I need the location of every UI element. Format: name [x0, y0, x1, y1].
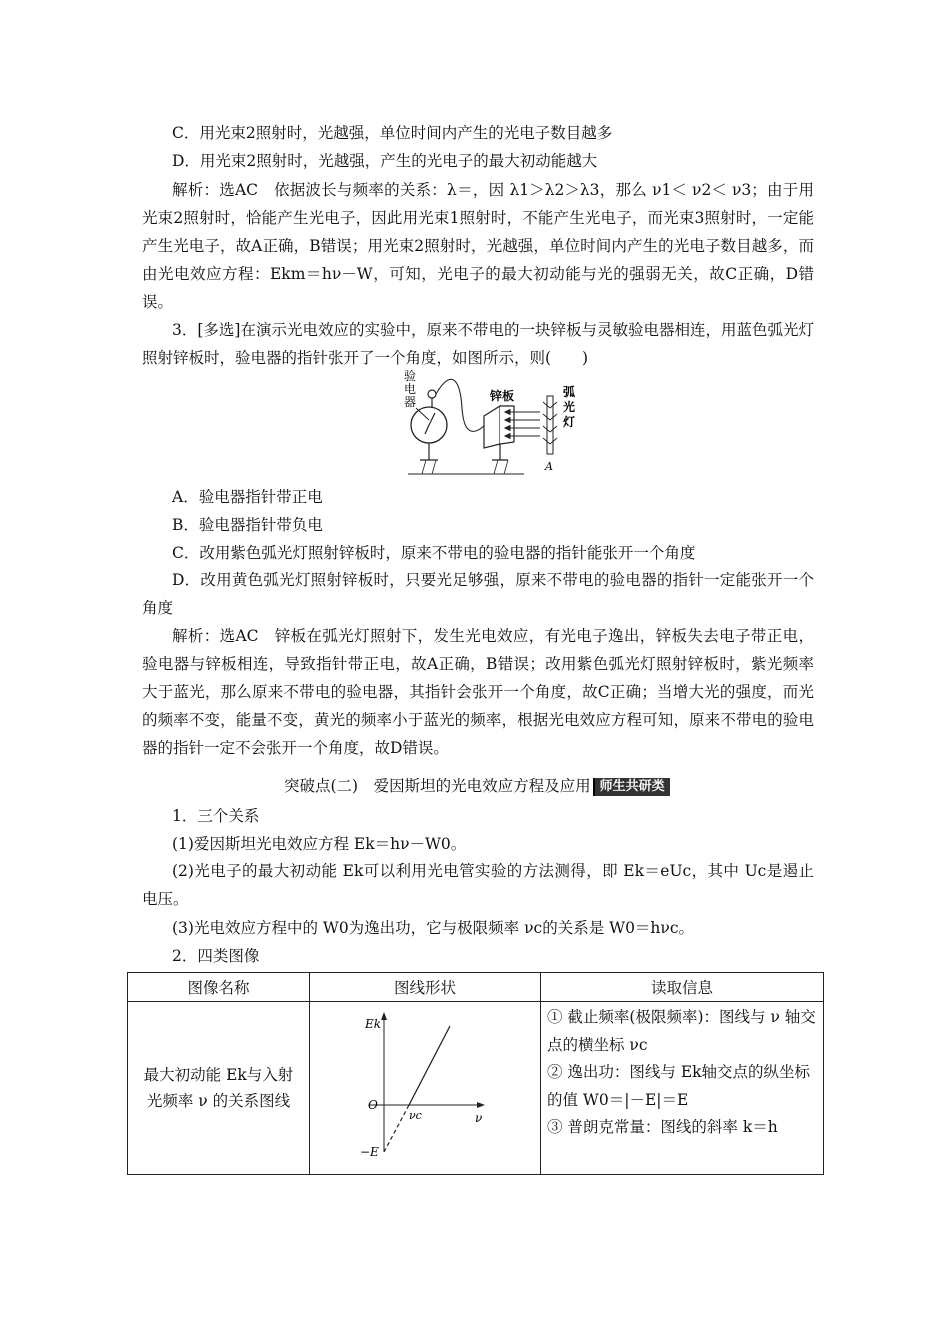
electroscope-pointer-line: [416, 408, 429, 420]
label-lamp-1: 弧: [563, 385, 576, 399]
ek-line: [409, 1026, 450, 1105]
header-shape: 图线形状: [310, 973, 541, 1002]
header-info: 读取信息: [541, 973, 824, 1002]
four-graphs-title: 2．四类图像: [172, 947, 260, 965]
analysis-2: 解析：选AC 依据波长与频率的关系：λ＝，因 λ1＞λ2＞λ3，那么 ν1＜ ν2＜ ν3；由于用光束2照射时，恰能产生光电子，因此用光束1照射时，不能产生光电子，而光束3照射时，一定能产生光电子，故A正确，B错误；用光束2照射时，光越强，单位时间内产生的光电子数目越多，而由光电效应方程：Ekm＝hν－W，可知，光电子的最大初动能与光的强弱无关，故C正确，D错误。: [142, 181, 814, 311]
section-title: 突破点(二) 爱因斯坦的光电效应方程及应用: [284, 777, 591, 795]
relation-1: (1)爱因斯坦光电效应方程 Ek＝hν－W0。: [172, 835, 467, 853]
table-row: [128, 1002, 824, 1175]
question-3: 3．[多选]在演示光电效应的实验中，原来不带电的一块锌板与灵敏验电器相连，用蓝色弧光灯照射锌板时，验电器的指针张开了一个角度，如图所示，则( ): [142, 321, 814, 367]
graph-table: [127, 972, 824, 1175]
label-electroscope-3: 器: [404, 395, 417, 409]
arc-lamp: [547, 396, 553, 454]
row1-info: [541, 1002, 824, 1175]
relation-3: (3)光电效应方程中的 W0为逸出功，它与极限频率 νc的关系是 W0＝hνc。: [172, 919, 695, 937]
label-electroscope-1: 验: [404, 369, 417, 383]
label-zinc-plate: 锌板: [490, 389, 515, 403]
header-name: 图像名称: [128, 973, 310, 1002]
option-d-prev: D．用光束2照射时，光越强，产生的光电子的最大初动能越大: [172, 152, 598, 170]
option-3c: C．改用紫色弧光灯照射锌板时，原来不带电的验电器的指针能张开一个角度: [172, 544, 696, 562]
label-lamp-2: 光: [563, 400, 576, 414]
nu-c-label: νc: [409, 1109, 422, 1122]
info-2: ② 逸出功：图线与 Ek轴交点的纵坐标的值 W0＝|－E|＝E: [547, 1063, 811, 1109]
section-heading: [284, 773, 724, 799]
section-badge: 师生共研类: [593, 778, 670, 796]
ek-nu-graph: [310, 1002, 540, 1170]
option-3d: D．改用黄色弧光灯照射锌板时，只要光足够强，原来不带电的验电器的指针一定能张开一个角度: [142, 571, 814, 617]
row1-name: 最大初动能 Ek与入射光频率 ν 的关系图线: [128, 1002, 310, 1175]
relation-2: (2)光电子的最大初动能 Ek可以利用光电管实验的方法测得，即 Ek＝eUc，其中 Uc是遏止电压。: [142, 862, 814, 908]
origin-label: O: [368, 1098, 378, 1112]
three-relations-title: 1．三个关系: [172, 807, 260, 825]
analysis-3: 解析：选AC 锌板在弧光灯照射下，发生光电效应，有光电子逸出，锌板失去电子带正电，验电器与锌板相连，导致指针带正电，故A正确，B错误；改用紫色弧光灯照射锌板时，紫光频率大于蓝光，那么原来不带电的验电器，其指针会张开一个角度，故C正确；当增大光的强度，而光的频率不变，能量不变，黄光的频率小于蓝光的频率，根据光电效应方程可知，原来不带电的验电器的指针一定不会张开一个角度，故D错误。: [142, 627, 814, 757]
y-axis-label: Ek: [365, 1017, 382, 1031]
option-c-prev: C．用光束2照射时，光越强，单位时间内产生的光电子数目越多: [172, 124, 613, 142]
option-3b: B．验电器指针带负电: [172, 516, 323, 534]
table-header-row: [128, 973, 824, 1002]
option-3a: A．验电器指针带正电: [172, 488, 323, 506]
electroscope-needle: [429, 413, 435, 425]
ek-line-extension: [384, 1105, 409, 1152]
electroscope-knob: [428, 390, 436, 398]
info-1: ① 截止频率(极限频率)：图线与 ν 轴交点的横坐标 νc: [547, 1008, 816, 1054]
connecting-wire: [436, 379, 486, 431]
neg-e-label: −E: [360, 1145, 379, 1159]
info-3: ③ 普朗克常量：图线的斜率 k＝h: [547, 1118, 778, 1136]
label-electroscope-2: 电: [404, 382, 417, 396]
label-lamp-3: 灯: [563, 415, 576, 429]
zinc-plate: [484, 406, 500, 448]
x-axis-label: ν: [475, 1111, 483, 1125]
x-axis-arrow: [477, 1102, 485, 1108]
row1-graph: [310, 1002, 541, 1175]
electroscope-figure: [402, 368, 580, 480]
label-a: A: [545, 460, 553, 473]
y-axis-arrow: [381, 1012, 387, 1020]
